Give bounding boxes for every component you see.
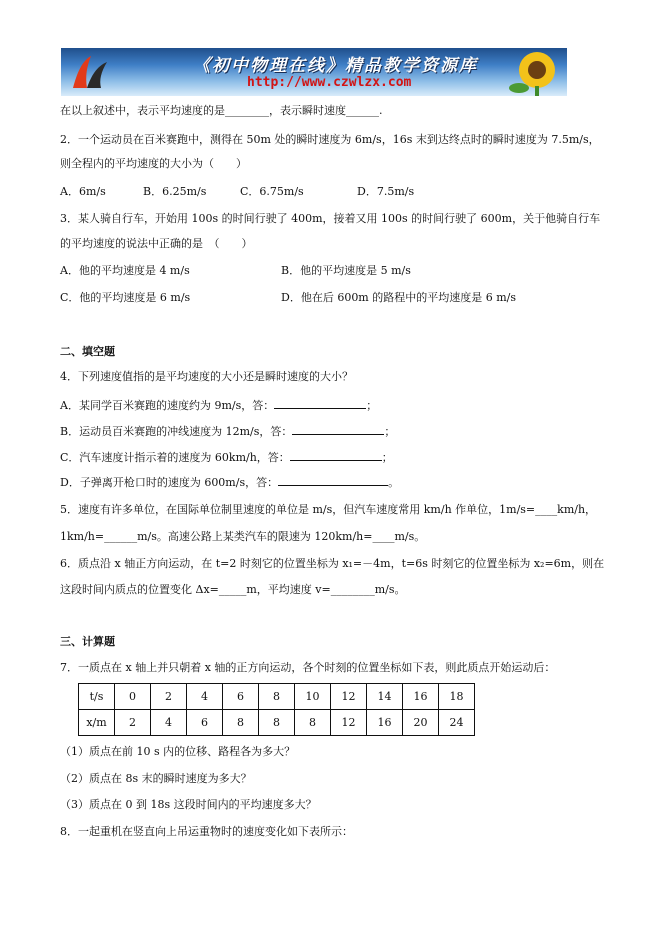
table-cell: 16 [403, 684, 439, 710]
item-end: ； [366, 399, 378, 412]
subquestion-2: （2）质点在 8s 末的瞬时速度为多大？ [60, 772, 252, 785]
option-c: C．他的平均速度是 6 m/s [60, 291, 191, 304]
position-time-table [78, 683, 475, 736]
table-cell: 8 [223, 710, 259, 736]
table-cell: 8 [259, 710, 295, 736]
section-heading: 二、填空题 [60, 345, 115, 358]
item-end: ； [381, 451, 393, 464]
table-cell: 12 [331, 710, 367, 736]
table-cell: 0 [115, 684, 151, 710]
answer-blank [274, 398, 366, 409]
table-cell: 12 [331, 684, 367, 710]
section-heading: 三、计算题 [60, 635, 115, 648]
sunflower-icon [507, 48, 561, 96]
q4-item-b [60, 424, 395, 439]
table-cell: 18 [439, 684, 475, 710]
question-3: 3．某人骑自行车，开始用 100s 的时间行驶了 400m，接着又用 100s 的时间行驶了 600m，关于他骑自行车 [60, 212, 601, 225]
item-end: 。 [388, 476, 400, 489]
table-cell: 6 [223, 684, 259, 710]
banner-title: 《初中物理在线》精品教学资源库 [193, 56, 478, 76]
table-cell: 6 [187, 710, 223, 736]
table-cell: 10 [295, 684, 331, 710]
subquestion-3: （3）质点在 0 到 18s 这段时间内的平均速度多大？ [60, 798, 317, 811]
table-row [79, 710, 475, 736]
row-label: x/m [79, 710, 115, 736]
text-line: 在以上叙述中，表示平均速度的是________，表示瞬时速度______. [60, 104, 383, 117]
text-line: 这段时间内质点的位置变化 Δx=_____m，平均速度 v=________m/s。 [60, 583, 406, 596]
table-cell: 2 [151, 684, 187, 710]
text-line: 1km/h=______m/s。高速公路上某类汽车的限速为 120km/h=____m/s。 [60, 530, 426, 543]
table-cell: 16 [367, 710, 403, 736]
text-line: 的平均速度的说法中正确的是 （ ） [60, 237, 253, 250]
q4-item-a [60, 398, 377, 413]
table-cell: 2 [115, 710, 151, 736]
answer-blank [292, 424, 384, 435]
item-text: A．某同学百米赛跑的速度约为 9m/s，答： [60, 399, 275, 412]
option-c: C．6.75m/s [240, 185, 304, 198]
table-cell: 24 [439, 710, 475, 736]
logo-icon [65, 52, 115, 92]
table-cell: 4 [151, 710, 187, 736]
subquestion-1: （1）质点在前 10 s 内的位移、路程各为多大？ [60, 745, 296, 758]
answer-blank [290, 450, 382, 461]
question-6: 6．质点沿 x 轴正方向运动，在 t=2 时刻它的位置坐标为 x₁=－4m，t=6s 时刻它的位置坐标为 x₂=6m，则在 [60, 557, 605, 570]
table-cell: 20 [403, 710, 439, 736]
item-text: C．汽车速度计指示着的速度为 60km/h，答： [60, 451, 290, 464]
banner-url[interactable]: http://www.czwlzx.com [247, 75, 412, 90]
question-5: 5．速度有许多单位，在国际单位制里速度的单位是 m/s，但汽车速度常用 km/h 作单位，1m/s=____km/h， [60, 503, 597, 516]
table-row [79, 684, 475, 710]
option-b: B．他的平均速度是 5 m/s [281, 264, 411, 277]
row-label: t/s [79, 684, 115, 710]
question-8: 8．一起重机在竖直向上吊运重物时的速度变化如下表所示： [60, 825, 353, 838]
table-cell: 14 [367, 684, 403, 710]
question-7: 7．一质点在 x 轴上并只朝着 x 轴的正方向运动，各个时刻的位置坐标如下表，则此质点开始运动后： [60, 661, 556, 674]
item-end: ； [384, 425, 396, 438]
item-text: B．运动员百米赛跑的冲线速度为 12m/s，答： [60, 425, 293, 438]
option-d: D．7.5m/s [357, 185, 415, 198]
question-4: 4．下列速度值指的是平均速度的大小还是瞬时速度的大小？ [60, 370, 353, 383]
table-cell: 8 [295, 710, 331, 736]
text-line: 则全程内的平均速度的大小为（ ） [60, 157, 247, 170]
header-banner [61, 48, 567, 96]
table-cell: 8 [259, 684, 295, 710]
q4-item-c [60, 450, 393, 465]
answer-blank [278, 475, 388, 486]
item-text: D．子弹离开枪口时的速度为 600m/s，答： [60, 476, 279, 489]
q4-item-d [60, 475, 399, 490]
table-cell: 4 [187, 684, 223, 710]
option-b: B．6.25m/s [143, 185, 207, 198]
option-a: A．他的平均速度是 4 m/s [60, 264, 190, 277]
option-d: D．他在后 600m 的路程中的平均速度是 6 m/s [281, 291, 517, 304]
option-a: A．6m/s [60, 185, 106, 198]
question-2: 2．一个运动员在百米赛跑中，测得在 50m 处的瞬时速度为 6m/s，16s 末到达终点时的瞬时速度为 7.5m/s， [60, 133, 600, 146]
